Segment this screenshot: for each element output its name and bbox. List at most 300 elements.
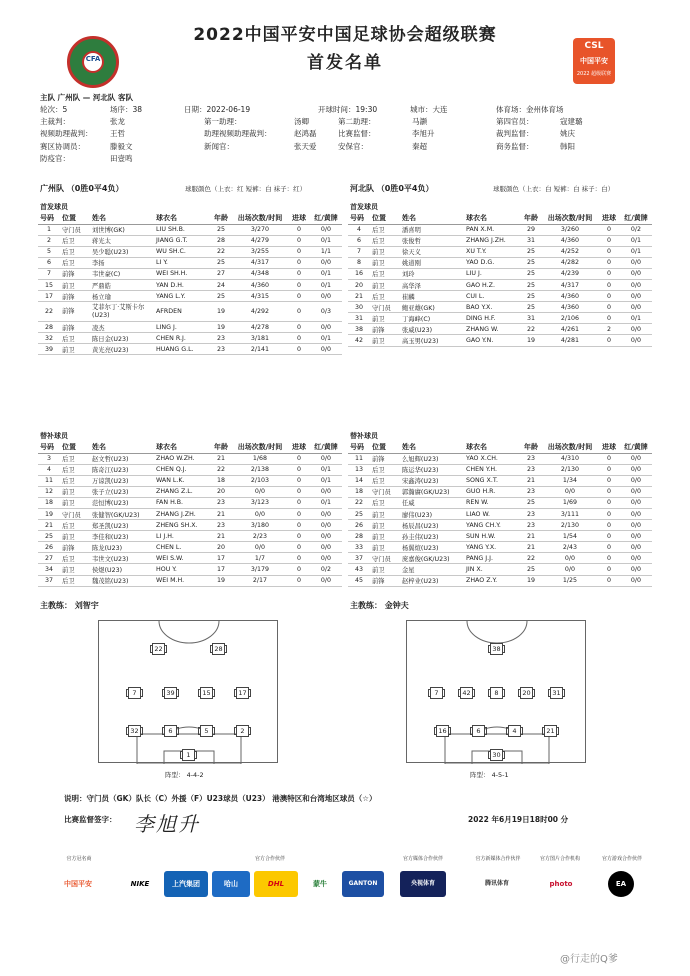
player-position: 后卫 xyxy=(60,333,90,344)
official-role: 第一助理： xyxy=(204,117,242,127)
player-position: 后卫 xyxy=(370,475,400,486)
player-appearances: 0/0 xyxy=(542,553,598,564)
official-name: 张龙 xyxy=(110,117,125,127)
player-age: 20 xyxy=(210,486,232,497)
player-number: 21 xyxy=(348,291,370,302)
table-row xyxy=(38,279,342,290)
player-shirt: 31 xyxy=(550,687,563,699)
officials-row xyxy=(40,141,650,153)
player-cards: 0/0 xyxy=(310,486,342,497)
player-position: 后卫 xyxy=(60,235,90,246)
player-number: 38 xyxy=(348,324,370,335)
player-cards: 0/0 xyxy=(620,279,652,290)
player-goals: 0 xyxy=(598,508,620,519)
player-position: 前卫 xyxy=(370,246,400,257)
table-row xyxy=(348,291,652,302)
player-shirt-name: GAO H.Z. xyxy=(464,279,520,290)
table-row xyxy=(38,333,342,344)
official-name: 李旭升 xyxy=(412,129,435,139)
official-name: 韩阳 xyxy=(560,141,575,151)
player-name: 陈日金(U23) xyxy=(90,333,154,344)
official-role: 第二助理： xyxy=(338,117,376,127)
player-number: 8 xyxy=(348,257,370,268)
player-shirt-name: YANG L.Y. xyxy=(154,291,210,302)
player-name: 陈运华(U23) xyxy=(400,464,464,475)
player-shirt-name: DING H.F. xyxy=(464,313,520,324)
player-shirt-name: WEI S.W. xyxy=(154,553,210,564)
column-header: 姓名 xyxy=(400,442,464,453)
player-goals: 0 xyxy=(598,531,620,542)
player-name: 任威 xyxy=(400,497,464,508)
player-goals: 0 xyxy=(288,235,310,246)
player-number: 7 xyxy=(38,268,60,279)
player-name: 魏茂铭(U23) xyxy=(90,575,154,586)
player-position: 前卫 xyxy=(60,344,90,355)
player-shirt: 28 xyxy=(212,643,225,655)
player-name: 凌杰 xyxy=(90,322,154,333)
player-name: 廖伟(U23) xyxy=(400,508,464,519)
table-header-row xyxy=(38,442,342,453)
player-position: 前卫 xyxy=(370,279,400,290)
player-number: 34 xyxy=(38,564,60,575)
player-age: 21 xyxy=(520,475,542,486)
player-shirt: 4 xyxy=(508,725,521,737)
date-value: 2022-06-19 xyxy=(206,105,251,115)
player-appearances: 4/348 xyxy=(232,268,288,279)
column-header: 号码 xyxy=(348,213,370,224)
player-goals: 0 xyxy=(288,486,310,497)
column-header: 球衣名 xyxy=(154,442,210,453)
player-position: 前锋 xyxy=(60,268,90,279)
away-kit-colors: 球服颜色（上衣：白 短裤：白 袜子：白） xyxy=(493,185,615,193)
table-row xyxy=(348,508,652,519)
sponsor-label-title: 官方冠名商 xyxy=(66,856,92,862)
player-shirt-name: ZHANG J.ZH. xyxy=(154,508,210,519)
player-cards: 0/1 xyxy=(310,279,342,290)
player-cards: 0/1 xyxy=(310,475,342,486)
player-age: 31 xyxy=(520,313,542,324)
player-shirt-name: ZHAO Z.Y. xyxy=(464,575,520,586)
officials-row xyxy=(40,128,650,140)
column-header: 号码 xyxy=(348,442,370,453)
sponsor-mengniu: 蒙牛 xyxy=(313,880,327,888)
player-position: 后卫 xyxy=(60,553,90,564)
official-name: 寇建璐 xyxy=(560,117,583,127)
player-shirt-name: XU T.Y. xyxy=(464,246,520,257)
player-position: 后卫 xyxy=(60,475,90,486)
player-goals: 0 xyxy=(598,453,620,464)
player-shirt-name: ZHANG J.ZH. xyxy=(464,235,520,246)
table-row xyxy=(348,235,652,246)
sponsor-tencent-sports: 腾讯体育 xyxy=(484,880,509,887)
player-appearances: 0/0 xyxy=(542,486,598,497)
city-value: 大连 xyxy=(432,105,448,115)
away-pitch xyxy=(406,620,586,763)
column-header: 年龄 xyxy=(210,442,232,453)
table-row xyxy=(348,257,652,268)
player-age: 19 xyxy=(520,575,542,586)
column-header: 位置 xyxy=(60,213,90,224)
table-row xyxy=(38,268,342,279)
player-name: 姚道刚 xyxy=(400,257,464,268)
table-row xyxy=(38,497,342,508)
player-number: 37 xyxy=(348,553,370,564)
player-shirt-name: LI J.H. xyxy=(154,531,210,542)
player-shirt: 39 xyxy=(164,687,177,699)
player-shirt-name: PAN X.M. xyxy=(464,224,520,235)
player-age: 25 xyxy=(520,564,542,575)
column-header: 球衣名 xyxy=(154,213,210,224)
player-number: 11 xyxy=(38,475,60,486)
player-appearances: 2/106 xyxy=(542,313,598,324)
city-label: 城市： xyxy=(410,105,433,115)
player-position: 守门员 xyxy=(60,224,90,235)
player-name: 高华泽 xyxy=(400,279,464,290)
goalkeeper-shirt: 30 xyxy=(490,749,503,761)
player-age: 31 xyxy=(520,235,542,246)
column-header: 球衣名 xyxy=(464,213,520,224)
player-number: 25 xyxy=(348,508,370,519)
player-age: 23 xyxy=(210,333,232,344)
date-label: 日期： xyxy=(184,105,207,115)
player-shirt-name: LING J. xyxy=(154,322,210,333)
sponsor-photo: photo xyxy=(549,880,573,888)
table-row xyxy=(38,575,342,586)
player-position: 后卫 xyxy=(370,291,400,302)
player-position: 后卫 xyxy=(370,235,400,246)
player-goals: 0 xyxy=(288,344,310,355)
player-name: 杨辰昌(U23) xyxy=(400,520,464,531)
player-number: 11 xyxy=(348,453,370,464)
player-position: 前卫 xyxy=(60,564,90,575)
signed-at: 2022 年6月19日18时00 分 xyxy=(468,815,569,824)
player-number: 1 xyxy=(38,224,60,235)
column-header: 年龄 xyxy=(520,442,542,453)
official-role: 防疫官： xyxy=(40,153,70,163)
table-header-row xyxy=(38,213,342,224)
page-subtitle: 首发名单 xyxy=(307,53,383,73)
player-cards: 0/0 xyxy=(310,542,342,553)
player-name: 杨翼煊(U23) xyxy=(400,542,464,553)
player-cards: 0/0 xyxy=(310,508,342,519)
player-goals: 0 xyxy=(288,553,310,564)
player-shirt: 42 xyxy=(460,687,473,699)
official-name: 姚庆 xyxy=(560,129,575,139)
player-shirt-name: HOU Y. xyxy=(154,564,210,575)
player-number: 15 xyxy=(38,279,60,290)
player-name: 郭瀚賡(GK/U23) xyxy=(400,486,464,497)
player-cards: 0/0 xyxy=(310,257,342,268)
player-age: 19 xyxy=(210,302,232,322)
player-age: 23 xyxy=(210,497,232,508)
stadium-value: 金州体育场 xyxy=(526,105,564,115)
player-appearances: 1/7 xyxy=(232,553,288,564)
player-name: 刘玲 xyxy=(400,268,464,279)
table-row xyxy=(348,475,652,486)
player-age: 23 xyxy=(520,486,542,497)
match-meta-row xyxy=(40,104,650,116)
home-kit-colors: 球服颜色（上衣：红 短裤：白 袜子：红） xyxy=(185,185,307,193)
column-header: 红/黄牌 xyxy=(620,213,652,224)
player-goals: 0 xyxy=(288,333,310,344)
player-shirt: 5 xyxy=(200,725,213,737)
player-appearances: 0/0 xyxy=(232,542,288,553)
column-header: 年龄 xyxy=(210,213,232,224)
sponsor-label-photo: 官方图片合作机构 xyxy=(539,856,580,862)
player-shirt: 7 xyxy=(430,687,443,699)
player-name: 韦世文(U23) xyxy=(90,553,154,564)
player-age: 23 xyxy=(520,453,542,464)
home-subs-label: 替补球员 xyxy=(40,432,68,440)
official-role: 新闻官： xyxy=(204,141,234,151)
home-starters-label: 首发球员 xyxy=(40,203,68,211)
sponsor-ganton: GANTON xyxy=(342,871,384,897)
player-number: 26 xyxy=(38,542,60,553)
player-number: 5 xyxy=(38,246,60,257)
player-name: 么旭辉(U23) xyxy=(400,453,464,464)
player-goals: 0 xyxy=(288,302,310,322)
player-position: 前卫 xyxy=(60,497,90,508)
player-goals: 0 xyxy=(598,464,620,475)
player-name: 金星 xyxy=(400,564,464,575)
player-appearances: 4/360 xyxy=(542,291,598,302)
player-cards: 0/0 xyxy=(620,453,652,464)
signature: 李旭升 xyxy=(134,812,200,836)
player-name: 鲍亚雄(GK) xyxy=(400,302,464,313)
player-name: 丁海峰(C) xyxy=(400,313,464,324)
player-age: 29 xyxy=(520,224,542,235)
cfa-logo xyxy=(67,36,119,88)
player-shirt-name: JIANG G.T. xyxy=(154,235,210,246)
away-starters-label: 首发球员 xyxy=(350,203,378,211)
official-name: 张天爱 xyxy=(294,141,317,151)
player-number: 4 xyxy=(38,464,60,475)
player-number: 22 xyxy=(38,302,60,322)
csl-logo-top: CSL xyxy=(584,41,604,51)
player-number: 18 xyxy=(38,497,60,508)
player-number: 22 xyxy=(348,497,370,508)
player-name: 陈龙(U23) xyxy=(90,542,154,553)
legend-note: 说明：守门员（GK）队长（C）外援（F）U23球员（U23） 港澳特区和台湾地区球员（☆） xyxy=(64,794,377,803)
player-position: 前卫 xyxy=(60,486,90,497)
player-name: 李扬 xyxy=(90,257,154,268)
player-cards: 0/0 xyxy=(620,475,652,486)
table-row xyxy=(348,520,652,531)
player-shirt-name: YAN D.H. xyxy=(154,279,210,290)
player-age: 23 xyxy=(210,520,232,531)
player-cards: 0/0 xyxy=(620,324,652,335)
table-row xyxy=(38,464,342,475)
player-number: 6 xyxy=(38,257,60,268)
player-goals: 0 xyxy=(288,508,310,519)
officials-block xyxy=(40,116,650,165)
player-goals: 0 xyxy=(598,542,620,553)
player-age: 21 xyxy=(520,542,542,553)
table-row xyxy=(38,531,342,542)
player-goals: 0 xyxy=(288,464,310,475)
player-age: 25 xyxy=(520,279,542,290)
player-position: 守门员 xyxy=(370,302,400,313)
player-number: 20 xyxy=(348,279,370,290)
column-header: 位置 xyxy=(370,442,400,453)
player-position: 前锋 xyxy=(60,542,90,553)
player-shirt-name: ZHENG SH.X. xyxy=(154,520,210,531)
table-row xyxy=(348,224,652,235)
player-age: 25 xyxy=(520,268,542,279)
player-shirt-name: WU SH.C. xyxy=(154,246,210,257)
player-goals: 0 xyxy=(598,246,620,257)
player-age: 21 xyxy=(210,531,232,542)
player-number: 6 xyxy=(348,235,370,246)
player-position: 后卫 xyxy=(60,246,90,257)
match-teams: 主队 广州队 — 河北队 客队 xyxy=(40,93,133,102)
player-name: 吴少聪(U23) xyxy=(90,246,154,257)
player-goals: 0 xyxy=(288,291,310,302)
table-row xyxy=(38,246,342,257)
player-shirt-name: GAO Y.N. xyxy=(464,335,520,346)
player-position: 前卫 xyxy=(370,335,400,346)
player-shirt-name: YANG CH.Y. xyxy=(464,520,520,531)
player-goals: 0 xyxy=(598,564,620,575)
player-goals: 0 xyxy=(288,246,310,257)
player-number: 25 xyxy=(38,531,60,542)
player-shirt-name: ZHAO W.ZH. xyxy=(154,453,210,464)
player-cards: 0/0 xyxy=(310,344,342,355)
player-appearances: 4/315 xyxy=(232,291,288,302)
player-number: 7 xyxy=(348,246,370,257)
round-value: 5 xyxy=(62,105,68,115)
player-shirt: 7 xyxy=(128,687,141,699)
player-cards: 0/1 xyxy=(310,333,342,344)
player-position: 后卫 xyxy=(60,575,90,586)
player-goals: 0 xyxy=(598,235,620,246)
player-number: 39 xyxy=(38,344,60,355)
player-age: 25 xyxy=(520,257,542,268)
kickoff-value: 19:30 xyxy=(355,105,378,115)
player-goals: 0 xyxy=(598,257,620,268)
player-position: 前卫 xyxy=(60,279,90,290)
official-role: 商务监督： xyxy=(496,141,534,151)
player-cards: 0/1 xyxy=(620,313,652,324)
player-shirt-name: HUANG G.L. xyxy=(154,344,210,355)
player-number: 14 xyxy=(348,475,370,486)
player-appearances: 2/23 xyxy=(232,531,288,542)
official-name: 马灏 xyxy=(412,117,427,127)
player-goals: 0 xyxy=(598,313,620,324)
player-name: 宋鑫涛(U23) xyxy=(400,475,464,486)
player-shirt-name: ZHANG W. xyxy=(464,324,520,335)
player-number: 28 xyxy=(38,322,60,333)
player-name: 高玉男(U23) xyxy=(400,335,464,346)
column-header: 出场次数/时间 xyxy=(232,213,288,224)
player-cards: 0/1 xyxy=(620,246,652,257)
player-shirt: 32 xyxy=(128,725,141,737)
player-cards: 0/0 xyxy=(620,335,652,346)
officials-row xyxy=(40,116,650,128)
player-age: 25 xyxy=(210,257,232,268)
player-shirt-name: PANG J.J. xyxy=(464,553,520,564)
player-age: 25 xyxy=(520,302,542,313)
player-age: 23 xyxy=(520,464,542,475)
column-header: 出场次数/时间 xyxy=(542,442,598,453)
official-role: 助理视频助理裁判： xyxy=(204,129,272,139)
table-row xyxy=(348,531,652,542)
sponsor-nike: NIKE xyxy=(130,880,150,888)
player-cards: 0/0 xyxy=(310,553,342,564)
player-age: 22 xyxy=(210,464,232,475)
player-cards: 0/2 xyxy=(620,224,652,235)
player-shirt: 6 xyxy=(472,725,485,737)
player-cards: 0/0 xyxy=(620,520,652,531)
away-subs-label: 替补球员 xyxy=(350,432,378,440)
player-age: 19 xyxy=(210,322,232,333)
signature-label: 比赛监督签字： xyxy=(64,815,117,824)
player-name: 艾菲尔丁·艾斯卡尔(U23) xyxy=(90,302,154,322)
player-number: 33 xyxy=(348,542,370,553)
player-goals: 0 xyxy=(288,575,310,586)
column-header: 位置 xyxy=(60,442,90,453)
player-age: 21 xyxy=(210,453,232,464)
official-name: 秦超 xyxy=(412,141,427,151)
official-name: 田壹鸣 xyxy=(110,153,133,163)
player-shirt-name: CUI L. xyxy=(464,291,520,302)
goalkeeper-shirt: 1 xyxy=(182,749,195,761)
player-appearances: 0/0 xyxy=(232,508,288,519)
player-cards: 0/0 xyxy=(620,464,652,475)
player-age: 27 xyxy=(210,268,232,279)
player-goals: 0 xyxy=(288,224,310,235)
player-shirt-name: WEI M.H. xyxy=(154,575,210,586)
player-name: 赵文哲(U23) xyxy=(90,453,154,464)
player-appearances: 3/260 xyxy=(542,224,598,235)
table-row xyxy=(348,575,652,586)
player-cards: 0/0 xyxy=(310,322,342,333)
player-shirt-name: ZHANG Z.L. xyxy=(154,486,210,497)
player-number: 12 xyxy=(38,486,60,497)
player-name: 张俊哲 xyxy=(400,235,464,246)
player-shirt: 16 xyxy=(436,725,449,737)
player-name: 孙圭伟(U23) xyxy=(400,531,464,542)
player-name: 韦世豪(C) xyxy=(90,268,154,279)
player-age: 25 xyxy=(210,291,232,302)
player-shirt: 6 xyxy=(164,725,177,737)
player-cards: 0/0 xyxy=(620,268,652,279)
player-goals: 0 xyxy=(288,279,310,290)
table-row xyxy=(38,322,342,333)
sponsor-hashan: 哈山 xyxy=(212,871,250,897)
player-cards: 0/2 xyxy=(310,564,342,575)
player-position: 前卫 xyxy=(370,313,400,324)
player-goals: 0 xyxy=(598,575,620,586)
player-number: 17 xyxy=(38,291,60,302)
player-number: 21 xyxy=(38,520,60,531)
table-header-row xyxy=(348,442,652,453)
player-shirt-name: CHEN Y.H. xyxy=(464,464,520,475)
player-goals: 0 xyxy=(598,553,620,564)
table-row xyxy=(348,279,652,290)
player-cards: 0/0 xyxy=(310,224,342,235)
player-name: 张健智(GK/U23) xyxy=(90,508,154,519)
player-appearances: 4/279 xyxy=(232,235,288,246)
player-number: 42 xyxy=(348,335,370,346)
player-appearances: 2/103 xyxy=(232,475,288,486)
player-shirt-name: SONG X.T. xyxy=(464,475,520,486)
player-goals: 0 xyxy=(598,475,620,486)
official-name: 滕毅文 xyxy=(110,141,133,151)
player-shirt: 2 xyxy=(236,725,249,737)
player-age: 25 xyxy=(520,246,542,257)
player-name: 张威(U23) xyxy=(400,324,464,335)
